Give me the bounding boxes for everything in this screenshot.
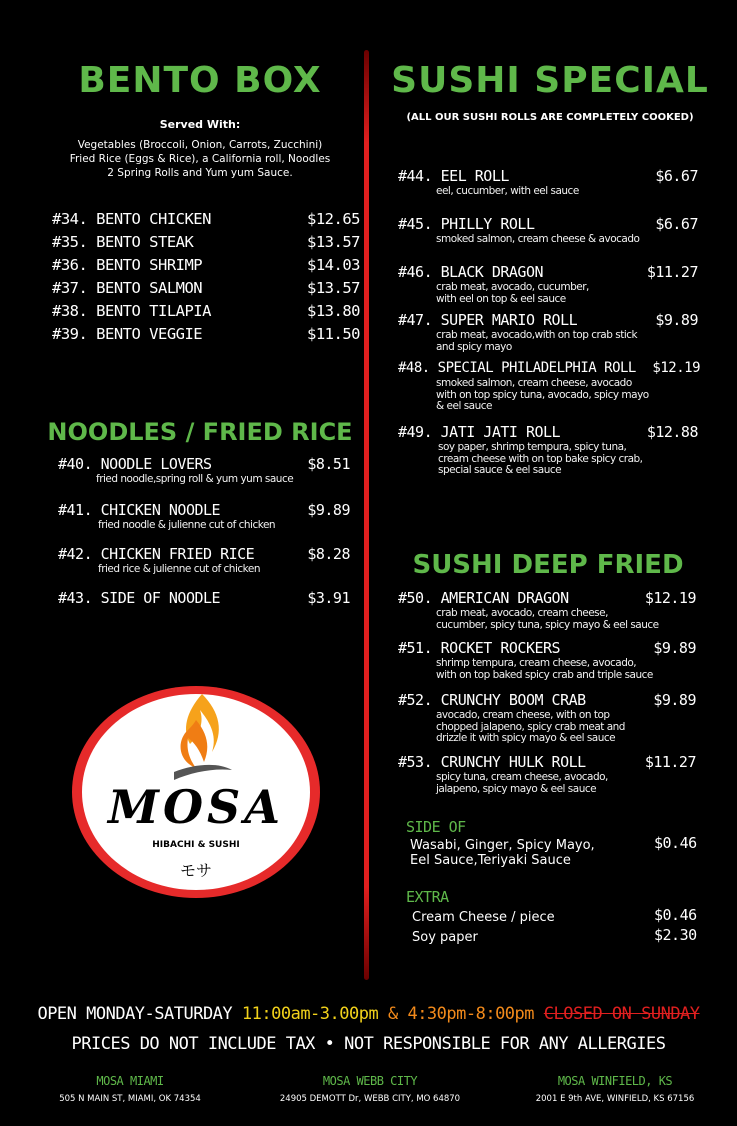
item-price: $9.89: [307, 501, 350, 519]
extra-label: EXTRA: [406, 888, 449, 906]
item-name: #37. BENTO SALMON: [52, 279, 203, 297]
allergy-notice: NOT RESPONSIBLE FOR ANY ALLERGIES: [344, 1034, 666, 1054]
item-price: $8.28: [307, 545, 350, 563]
flame-icon: [160, 690, 240, 786]
location-winfield: [520, 1074, 710, 1104]
item-price: $6.67: [655, 167, 698, 185]
item-description: with eel on top & eel sauce: [436, 292, 566, 305]
side-of-line: Wasabi, Ginger, Spicy Mayo,: [410, 838, 595, 853]
hours-open: OPEN MONDAY-SATURDAY: [37, 1004, 233, 1024]
item-description: special sauce & eel sauce: [438, 464, 562, 476]
item-description: & eel sauce: [436, 400, 492, 412]
item-price: $13.57: [307, 279, 360, 297]
menu-item: [58, 454, 350, 486]
item-name: #36. BENTO SHRIMP: [52, 256, 203, 274]
item-name: #39. BENTO VEGGIE: [52, 325, 203, 343]
item-name: #45. PHILLY ROLL: [398, 215, 535, 233]
item-description: smoked salmon, cream cheese, avocado: [436, 377, 632, 389]
logo-brand: MOSA: [108, 780, 284, 834]
menu-item: [398, 358, 700, 413]
served-with-text: [40, 138, 360, 180]
item-name: #44. EEL ROLL: [398, 167, 509, 185]
side-of-label: SIDE OF: [406, 818, 466, 836]
item-description: eel, cucumber, with eel sauce: [436, 185, 579, 197]
item-description: smoked salmon, cream cheese & avocado: [436, 233, 640, 245]
served-line: Vegetables (Broccoli, Onion, Carrots, Zucchini): [77, 139, 323, 151]
item-name: #41. CHICKEN NOODLE: [58, 501, 221, 519]
menu-item: [52, 277, 360, 300]
item-description: with on top spicy tuna, avocado, spicy mayo: [436, 388, 649, 401]
item-description: drizzle it with spicy mayo & eel sauce: [436, 732, 616, 744]
item-description: soy paper, shrimp tempura, spicy tuna,: [438, 441, 627, 453]
item-price: $6.67: [655, 215, 698, 233]
item-description: crab meat, avocado, cream cheese,: [436, 607, 608, 619]
extra-item-name: Soy paper: [412, 930, 478, 945]
menu-item: [52, 231, 360, 254]
item-description: crab meat, avocado, cucumber,: [436, 281, 589, 293]
menu-item: [52, 254, 360, 277]
item-name: #53. CRUNCHY HULK ROLL: [398, 753, 586, 771]
item-description: with on top baked spicy crab and triple sauce: [436, 668, 653, 681]
menu-item: [398, 310, 698, 353]
menu-item: [398, 166, 698, 198]
location-address: 2001 E 9th AVE, WINFIELD, KS 67156: [535, 1094, 695, 1104]
item-name: #43. SIDE OF NOODLE: [58, 589, 221, 607]
hours-amp: &: [387, 1004, 398, 1024]
noodles-title: NOODLES / FRIED RICE: [47, 418, 353, 446]
menu-item: [398, 638, 696, 681]
item-price: $11.27: [646, 263, 698, 281]
item-price: $8.51: [307, 455, 350, 473]
item-name: #47. SUPER MARIO ROLL: [398, 311, 578, 329]
item-description: and spicy mayo: [436, 340, 512, 353]
item-price: $9.89: [655, 311, 698, 329]
item-name: #35. BENTO STEAK: [52, 233, 194, 251]
hours-closed: CLOSED ON SUNDAY: [543, 1004, 700, 1024]
item-name: #51. ROCKET ROCKERS: [398, 639, 561, 657]
item-description: cream cheese with on top bake spicy crab,: [438, 452, 643, 465]
location-name: MOSA WEBB CITY: [322, 1074, 418, 1088]
item-description: jalapeno, spicy mayo & eel sauce: [436, 782, 597, 795]
side-of-items: [410, 838, 595, 868]
location-miami: [40, 1074, 220, 1104]
menu-item: [58, 588, 350, 608]
served-line: Fried Rice (Eggs & Rice), a California roll, Noodles: [69, 153, 331, 165]
item-price: $12.19: [644, 589, 696, 607]
item-description: fried rice & julienne cut of chicken: [98, 563, 260, 575]
hours-dinner: 4:30pm-8:00pm: [407, 1004, 535, 1024]
item-description: crab meat, avocado,with on top crab stick: [436, 329, 638, 341]
menu-item: [52, 208, 360, 231]
side-of-line: Eel Sauce,Teriyaki Sauce: [410, 853, 571, 868]
logo-japanese: モサ: [179, 861, 212, 880]
column-divider: [364, 50, 369, 980]
item-name: #46. BLACK DRAGON: [398, 263, 544, 281]
menu-item: [58, 544, 350, 576]
item-description: spicy tuna, cream cheese, avocado,: [436, 771, 608, 783]
item-price: $11.50: [307, 325, 360, 343]
bento-title: BENTO BOX: [78, 60, 322, 101]
item-price: $11.27: [644, 753, 696, 771]
menu-item: [398, 690, 696, 745]
notice-line: [0, 1034, 737, 1054]
hours-line: [0, 1004, 737, 1024]
location-address: 24905 DEMOTT Dr, WEBB CITY, MO 64870: [279, 1094, 461, 1104]
menu-item: [52, 323, 360, 346]
item-description: fried noodle,spring roll & yum yum sauce: [96, 473, 294, 485]
served-with-heading: Served With:: [159, 118, 241, 131]
item-price: $12.88: [646, 423, 698, 441]
item-name: #50. AMERICAN DRAGON: [398, 589, 569, 607]
item-price: $12.65: [307, 210, 360, 228]
menu-item: [398, 752, 696, 795]
tax-notice: PRICES DO NOT INCLUDE TAX: [71, 1034, 315, 1054]
menu-item: [52, 300, 360, 323]
item-name: #38. BENTO TILAPIA: [52, 302, 211, 320]
menu-item: [398, 588, 696, 631]
item-price: $13.57: [307, 233, 360, 251]
deep-fried-title: SUSHI DEEP FRIED: [412, 550, 684, 580]
menu-item: [398, 262, 698, 305]
item-price: $9.89: [653, 691, 696, 709]
extra-item-price: $2.30: [654, 926, 697, 944]
item-description: fried noodle & julienne cut of chicken: [98, 519, 276, 531]
served-line: 2 Spring Rolls and Yum yum Sauce.: [107, 167, 293, 179]
side-of-price: $0.46: [654, 834, 697, 852]
bento-list: [52, 208, 360, 346]
sushi-cooked-note: (ALL OUR SUSHI ROLLS ARE COMPLETELY COOKED): [406, 112, 694, 123]
logo-tagline: HIBACHI & SUSHI: [152, 840, 240, 850]
item-price: $14.03: [307, 256, 360, 274]
sushi-special-title: SUSHI SPECIAL: [391, 60, 709, 101]
menu-item: [58, 500, 350, 532]
item-price: $13.80: [307, 302, 360, 320]
item-name: #40. NOODLE LOVERS: [58, 455, 212, 473]
item-price: $9.89: [653, 639, 696, 657]
item-description: shrimp tempura, cream cheese, avocado,: [436, 657, 637, 669]
item-description: chopped jalapeno, spicy crab meat and: [436, 720, 625, 733]
location-name: MOSA MIAMI: [96, 1074, 164, 1088]
item-description: avocado, cream cheese, with on top: [436, 709, 610, 721]
item-name: #48. SPECIAL PHILADELPHIA ROLL: [398, 360, 636, 376]
item-price: $12.19: [652, 360, 700, 376]
item-name: #34. BENTO CHICKEN: [52, 210, 211, 228]
extra-item-name: Cream Cheese / piece: [412, 910, 555, 925]
location-name: MOSA WINFIELD, KS: [557, 1074, 673, 1088]
extra-item-price: $0.46: [654, 906, 697, 924]
menu-item: [398, 214, 698, 246]
location-webb-city: [270, 1074, 470, 1104]
item-description: cucumber, spicy tuna, spicy mayo & eel sauce: [436, 618, 659, 631]
menu-item: [398, 422, 698, 477]
item-name: #52. CRUNCHY BOOM CRAB: [398, 691, 586, 709]
item-name: #42. CHICKEN FRIED RICE: [58, 545, 255, 563]
bullet-separator: •: [324, 1034, 335, 1054]
item-name: #49. JATI JATI ROLL: [398, 423, 561, 441]
item-price: $3.91: [307, 589, 350, 607]
location-address: 505 N MAIN ST, MIAMI, OK 74354: [59, 1094, 201, 1104]
hours-lunch: 11:00am-3.00pm: [241, 1004, 379, 1024]
